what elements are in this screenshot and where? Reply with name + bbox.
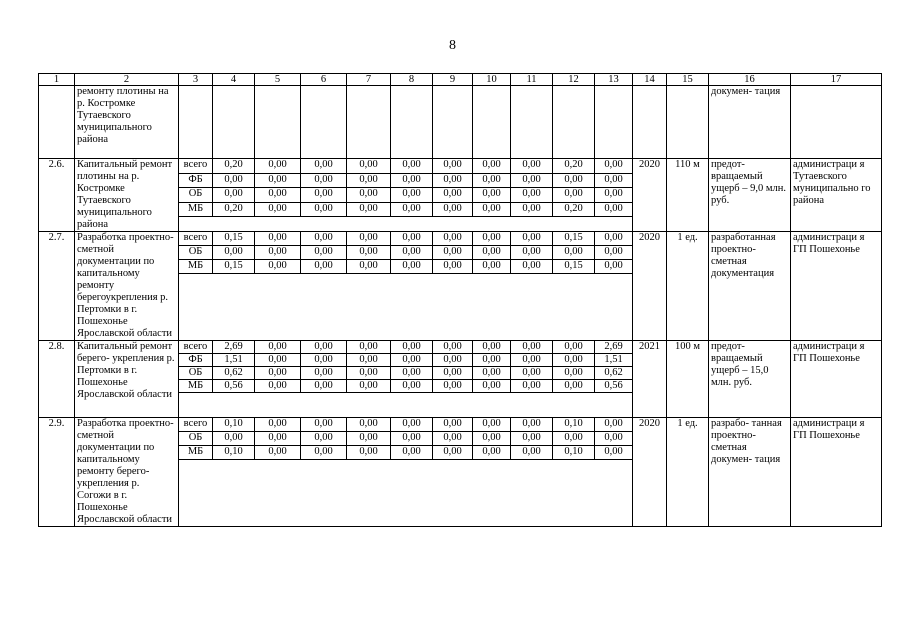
amount-cell: 0,00 <box>473 367 511 380</box>
amount-cell: 0,00 <box>255 418 301 432</box>
amount-cell: 0,00 <box>511 446 553 460</box>
empty-cell <box>391 86 433 159</box>
amount-cell: 0,00 <box>553 380 595 393</box>
column-header: 7 <box>347 74 391 86</box>
amount-cell: 0,00 <box>511 354 553 367</box>
amount-cell: 0,00 <box>473 173 511 188</box>
amount-cell: 0,00 <box>255 432 301 446</box>
amount-cell: 0,00 <box>433 188 473 203</box>
amount-cell: 0,00 <box>301 380 347 393</box>
column-header: 17 <box>791 74 882 86</box>
amount-cell: 0,00 <box>301 432 347 446</box>
amount-cell: 0,00 <box>595 188 633 203</box>
amount-cell: 0,00 <box>391 341 433 354</box>
funding-source: МБ <box>179 260 213 274</box>
filler-cell <box>179 274 633 341</box>
amount-cell: 0,00 <box>473 341 511 354</box>
year: 2020 <box>633 232 667 341</box>
amount-cell: 0,00 <box>595 173 633 188</box>
funding-source: ФБ <box>179 354 213 367</box>
amount-cell: 0,00 <box>347 159 391 174</box>
table-row <box>39 418 882 432</box>
header-row <box>39 74 882 86</box>
amount-cell: 0,00 <box>391 354 433 367</box>
amount-cell: 0,00 <box>347 367 391 380</box>
column-header: 6 <box>301 74 347 86</box>
funding-source: ФБ <box>179 173 213 188</box>
amount-cell: 0,00 <box>595 432 633 446</box>
amount-cell: 0,00 <box>391 173 433 188</box>
amount-cell: 0,00 <box>433 354 473 367</box>
page-number: 8 <box>449 38 456 53</box>
project-result: предот- вращаемый ущерб – 15,0 млн. руб. <box>709 341 791 418</box>
amount-cell: 0,00 <box>301 341 347 354</box>
amount-cell: 0,00 <box>391 159 433 174</box>
project-result: предот- вращаемый ущерб – 9,0 млн. руб. <box>709 159 791 232</box>
amount-cell: 0,00 <box>347 341 391 354</box>
amount-cell: 0,62 <box>595 367 633 380</box>
amount-cell: 0,00 <box>301 260 347 274</box>
column-header: 13 <box>595 74 633 86</box>
column-header: 14 <box>633 74 667 86</box>
continuation-row <box>39 86 882 159</box>
filler-cell <box>179 393 633 418</box>
amount-cell: 0,00 <box>553 432 595 446</box>
project-name: Разработка проектно-сметной документации по капитальному ремонту берегоукрепления р. Пертомки в г. Пошехонье Ярославской области <box>75 232 179 341</box>
amount-cell: 0,00 <box>391 260 433 274</box>
amount-cell: 0,00 <box>255 173 301 188</box>
amount-cell: 0,00 <box>473 159 511 174</box>
amount-cell: 0,15 <box>553 232 595 246</box>
amount-cell: 0,00 <box>553 246 595 260</box>
funding-source: ОБ <box>179 432 213 446</box>
amount-cell: 0,00 <box>473 260 511 274</box>
amount-cell: 0,00 <box>301 232 347 246</box>
amount-cell: 0,15 <box>553 260 595 274</box>
amount-cell: 0,00 <box>255 232 301 246</box>
funding-source: ОБ <box>179 188 213 203</box>
executor: администраци я ГП Пошехонье <box>791 341 882 418</box>
amount-cell: 0,00 <box>301 159 347 174</box>
amount-cell: 0,00 <box>255 159 301 174</box>
amount-cell: 0,00 <box>347 260 391 274</box>
amount-cell: 0,00 <box>391 446 433 460</box>
program-table <box>38 73 882 527</box>
amount-cell: 0,00 <box>553 188 595 203</box>
empty-cell <box>553 86 595 159</box>
filler-cell <box>179 217 633 232</box>
amount-cell: 0,00 <box>433 446 473 460</box>
amount-cell: 0,00 <box>473 232 511 246</box>
amount-cell: 0,10 <box>213 418 255 432</box>
project-name: Капитальный ремонт плотины на р. Костромке Тутаевского муниципального района <box>75 159 179 232</box>
amount-cell: 0,00 <box>473 354 511 367</box>
executor: администраци я ГП Пошехонье <box>791 418 882 527</box>
column-header: 1 <box>39 74 75 86</box>
table-row <box>39 232 882 246</box>
amount-cell: 0,00 <box>391 246 433 260</box>
column-header: 3 <box>179 74 213 86</box>
filler-cell <box>179 460 633 527</box>
amount-cell: 0,00 <box>433 232 473 246</box>
amount-cell: 0,00 <box>433 260 473 274</box>
empty-cell <box>633 86 667 159</box>
amount-cell: 0,00 <box>255 246 301 260</box>
row-number: 2.7. <box>39 232 75 341</box>
amount-cell: 0,00 <box>511 260 553 274</box>
amount-cell: 0,15 <box>213 232 255 246</box>
amount-cell: 0,00 <box>347 173 391 188</box>
empty-cell <box>595 86 633 159</box>
year: 2020 <box>633 418 667 527</box>
amount-cell: 0,00 <box>511 159 553 174</box>
table-body <box>39 74 882 527</box>
amount-cell: 0,00 <box>347 202 391 217</box>
executor: администраци я ГП Пошехонье <box>791 232 882 341</box>
amount-cell: 0,00 <box>473 432 511 446</box>
executor: администраци я Тутаевского муниципально го района <box>791 159 882 232</box>
quantity: 1 ед. <box>667 232 709 341</box>
amount-cell: 0,00 <box>301 188 347 203</box>
funding-source: МБ <box>179 446 213 460</box>
amount-cell: 0,00 <box>595 446 633 460</box>
amount-cell: 0,00 <box>391 432 433 446</box>
amount-cell: 0,00 <box>473 446 511 460</box>
amount-cell: 0,00 <box>595 246 633 260</box>
amount-cell: 1,51 <box>213 354 255 367</box>
amount-cell: 0,10 <box>213 446 255 460</box>
amount-cell: 0,00 <box>391 188 433 203</box>
column-header: 12 <box>553 74 595 86</box>
amount-cell: 0,00 <box>433 432 473 446</box>
amount-cell: 0,00 <box>255 341 301 354</box>
project-result: докумен- тация <box>709 86 791 159</box>
column-header: 11 <box>511 74 553 86</box>
funding-source: всего <box>179 159 213 174</box>
amount-cell: 0,00 <box>511 202 553 217</box>
amount-cell: 0,00 <box>553 367 595 380</box>
column-header: 16 <box>709 74 791 86</box>
amount-cell: 0,00 <box>391 232 433 246</box>
amount-cell: 0,00 <box>595 159 633 174</box>
amount-cell: 0,00 <box>511 367 553 380</box>
amount-cell: 0,00 <box>473 202 511 217</box>
amount-cell: 0,00 <box>391 418 433 432</box>
empty-cell <box>473 86 511 159</box>
funding-source: МБ <box>179 380 213 393</box>
amount-cell: 0,10 <box>553 446 595 460</box>
amount-cell: 0,00 <box>595 260 633 274</box>
amount-cell: 0,00 <box>473 380 511 393</box>
amount-cell: 0,00 <box>473 418 511 432</box>
column-header: 8 <box>391 74 433 86</box>
amount-cell: 0,00 <box>511 432 553 446</box>
amount-cell: 0,00 <box>301 418 347 432</box>
amount-cell: 0,00 <box>391 367 433 380</box>
amount-cell: 0,00 <box>255 380 301 393</box>
amount-cell: 0,00 <box>213 246 255 260</box>
quantity: 1 ед. <box>667 418 709 527</box>
amount-cell: 0,00 <box>347 188 391 203</box>
amount-cell: 0,15 <box>213 260 255 274</box>
amount-cell: 0,00 <box>511 188 553 203</box>
empty-cell <box>667 86 709 159</box>
empty-cell <box>511 86 553 159</box>
empty-cell <box>213 86 255 159</box>
amount-cell: 0,00 <box>347 380 391 393</box>
amount-cell: 0,00 <box>391 380 433 393</box>
amount-cell: 0,00 <box>553 354 595 367</box>
amount-cell: 0,00 <box>213 173 255 188</box>
column-header: 4 <box>213 74 255 86</box>
amount-cell: 2,69 <box>595 341 633 354</box>
amount-cell: 0,00 <box>301 173 347 188</box>
project-name: Разработка проектно-сметной документации по капитальному ремонту берего- укрепления р. Согожи в г. Пошехонье Ярославской области <box>75 418 179 527</box>
project-result: разрабо- танная проектно- сметная докумен- тация <box>709 418 791 527</box>
amount-cell: 0,10 <box>553 418 595 432</box>
amount-cell: 0,56 <box>595 380 633 393</box>
amount-cell: 0,00 <box>433 246 473 260</box>
empty-cell <box>255 86 301 159</box>
amount-cell: 0,00 <box>511 232 553 246</box>
funding-source: ОБ <box>179 246 213 260</box>
amount-cell: 0,00 <box>433 380 473 393</box>
amount-cell: 0,00 <box>255 188 301 203</box>
funding-source: всего <box>179 418 213 432</box>
column-header: 10 <box>473 74 511 86</box>
amount-cell: 0,00 <box>347 354 391 367</box>
executor <box>791 86 882 159</box>
amount-cell: 0,00 <box>255 260 301 274</box>
project-name: Капитальный ремонт берего- укрепления р. Пертомки в г. Пошехонье Ярославской области <box>75 341 179 418</box>
project-result: разработанная проектно- сметная документация <box>709 232 791 341</box>
column-header: 2 <box>75 74 179 86</box>
amount-cell: 1,51 <box>595 354 633 367</box>
amount-cell: 0,62 <box>213 367 255 380</box>
amount-cell: 0,20 <box>213 159 255 174</box>
amount-cell: 0,00 <box>347 232 391 246</box>
amount-cell: 0,00 <box>553 173 595 188</box>
quantity: 100 м <box>667 341 709 418</box>
amount-cell: 0,00 <box>301 202 347 217</box>
amount-cell: 0,00 <box>347 418 391 432</box>
amount-cell: 0,00 <box>595 418 633 432</box>
amount-cell: 0,20 <box>553 159 595 174</box>
amount-cell: 0,00 <box>595 202 633 217</box>
row-number: 2.8. <box>39 341 75 418</box>
amount-cell: 0,00 <box>213 188 255 203</box>
project-name: ремонту плотины на р. Костромке Тутаевского муниципального района <box>75 86 179 159</box>
empty-cell <box>179 86 213 159</box>
amount-cell: 0,00 <box>511 380 553 393</box>
amount-cell: 0,00 <box>433 159 473 174</box>
amount-cell: 0,00 <box>433 367 473 380</box>
row-number: 2.6. <box>39 159 75 232</box>
amount-cell: 0,00 <box>347 246 391 260</box>
amount-cell: 0,00 <box>511 173 553 188</box>
year: 2021 <box>633 341 667 418</box>
amount-cell: 0,00 <box>301 246 347 260</box>
amount-cell: 0,00 <box>553 341 595 354</box>
empty-cell <box>301 86 347 159</box>
amount-cell: 0,00 <box>301 354 347 367</box>
column-header: 5 <box>255 74 301 86</box>
amount-cell: 0,00 <box>301 446 347 460</box>
funding-source: МБ <box>179 202 213 217</box>
amount-cell: 0,00 <box>433 173 473 188</box>
amount-cell: 0,00 <box>511 418 553 432</box>
table-row <box>39 159 882 174</box>
amount-cell: 0,00 <box>347 446 391 460</box>
amount-cell: 0,00 <box>433 202 473 217</box>
table-row <box>39 341 882 354</box>
amount-cell: 0,00 <box>255 446 301 460</box>
amount-cell: 0,00 <box>347 432 391 446</box>
amount-cell: 0,56 <box>213 380 255 393</box>
amount-cell: 0,00 <box>255 354 301 367</box>
year: 2020 <box>633 159 667 232</box>
column-header: 15 <box>667 74 709 86</box>
amount-cell: 0,20 <box>553 202 595 217</box>
amount-cell: 0,00 <box>595 232 633 246</box>
empty-cell <box>433 86 473 159</box>
amount-cell: 0,00 <box>213 432 255 446</box>
amount-cell: 0,00 <box>433 418 473 432</box>
amount-cell: 0,00 <box>255 367 301 380</box>
amount-cell: 2,69 <box>213 341 255 354</box>
amount-cell: 0,00 <box>473 246 511 260</box>
amount-cell: 0,00 <box>473 188 511 203</box>
row-number <box>39 86 75 159</box>
amount-cell: 0,00 <box>391 202 433 217</box>
funding-source: всего <box>179 341 213 354</box>
amount-cell: 0,00 <box>433 341 473 354</box>
empty-cell <box>347 86 391 159</box>
row-number: 2.9. <box>39 418 75 527</box>
amount-cell: 0,00 <box>301 367 347 380</box>
column-header: 9 <box>433 74 473 86</box>
amount-cell: 0,20 <box>213 202 255 217</box>
amount-cell: 0,00 <box>511 246 553 260</box>
funding-source: ОБ <box>179 367 213 380</box>
funding-source: всего <box>179 232 213 246</box>
amount-cell: 0,00 <box>255 202 301 217</box>
amount-cell: 0,00 <box>511 341 553 354</box>
quantity: 110 м <box>667 159 709 232</box>
